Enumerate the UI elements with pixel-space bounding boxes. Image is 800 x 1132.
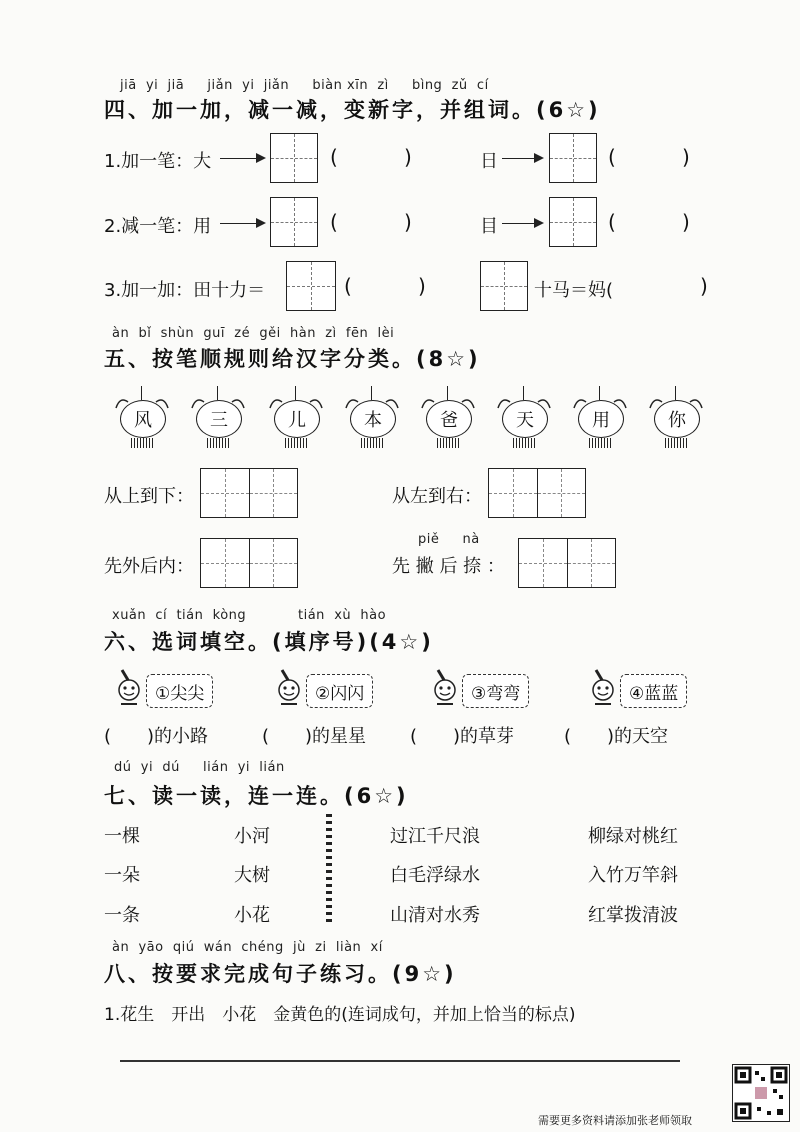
s4-paren-open: (: [608, 210, 616, 234]
answer-box[interactable]: [270, 133, 318, 183]
s7-col4-1: 入竹万竿斜: [588, 865, 678, 886]
lantern-character: 儿: [268, 386, 324, 456]
answer-grid[interactable]: [200, 468, 298, 518]
s4-paren-close: ): [682, 145, 690, 169]
answer-box[interactable]: [270, 197, 318, 247]
footer-note: 需要更多资料请添加张老师领取: [538, 1114, 692, 1127]
s7-col3-2: 山清对水秀: [390, 905, 480, 926]
s4-row1-label: 1.加一笔：大: [104, 151, 212, 172]
lantern-character: 本: [344, 386, 400, 456]
lantern-character: 风: [114, 386, 170, 456]
answer-box[interactable]: [286, 261, 336, 311]
s5-cat3: 先外后内：: [104, 556, 194, 577]
s4-paren-close: ): [682, 210, 690, 234]
dotted-divider: [326, 814, 332, 924]
s4-row1-right: 日: [480, 151, 498, 172]
word-option: ②闪闪: [306, 674, 373, 708]
lantern-character: 用: [572, 386, 628, 456]
arrow-icon: [502, 158, 542, 159]
s4-row3-right: 十马＝妈(: [534, 280, 614, 301]
answer-box[interactable]: [549, 133, 597, 183]
lantern-character: 你: [648, 386, 704, 456]
s5-cat2: 从左到右：: [392, 486, 482, 507]
s4-pinyin: jiā yi jiā jiǎn yi jiǎn biàn xīn zì bìng zǔ cí: [120, 78, 489, 93]
answer-box[interactable]: [549, 197, 597, 247]
word-option: ①尖尖: [146, 674, 213, 708]
lantern-character: 天: [496, 386, 552, 456]
s7-col4-2: 红掌拨清波: [588, 905, 678, 926]
s5-title: 五、按笔顺规则给汉字分类。(8☆): [104, 347, 481, 371]
lantern-character: 爸: [420, 386, 476, 456]
s4-title: 四、加一加，减一减，变新字，并组词。(6☆): [104, 98, 601, 122]
word-option: ④蓝蓝: [620, 674, 687, 708]
s5-cat1: 从上到下：: [104, 486, 194, 507]
answer-grid[interactable]: [518, 538, 616, 588]
s7-col1-0: 一棵: [104, 826, 140, 847]
word-option: ③弯弯: [462, 674, 529, 708]
s6-pinyin-a: xuǎn cí tián kòng: [112, 608, 247, 623]
s6-blank-4: ( )的天空: [564, 726, 669, 747]
s7-col2-0: 小河: [234, 826, 270, 847]
s4-paren-close: ): [404, 145, 412, 169]
s4-row2-label: 2.减一笔：用: [104, 216, 212, 237]
pencil-mascot-icon: [586, 668, 620, 708]
s4-paren-close: ): [404, 210, 412, 234]
pencil-mascot-icon: [428, 668, 462, 708]
s6-title: 六、选词填空。(填序号)(4☆): [104, 630, 434, 654]
s4-paren-open: (: [330, 145, 338, 169]
s6-blank-3: ( )的草芽: [410, 726, 515, 747]
s4-paren-open: (: [330, 210, 338, 234]
s6-blank-2: ( )的星星: [262, 726, 367, 747]
s4-paren-open: (: [608, 145, 616, 169]
s7-col1-1: 一朵: [104, 865, 140, 886]
s7-pinyin: dú yi dú lián yi lián: [114, 760, 285, 775]
arrow-icon: [220, 158, 264, 159]
s7-col2-1: 大树: [234, 865, 270, 886]
s4-paren-open: (: [344, 274, 352, 298]
s5-pinyin: àn bǐ shùn guī zé gěi hàn zì fēn lèi: [112, 326, 395, 341]
answer-box[interactable]: [480, 261, 528, 311]
answer-grid[interactable]: [200, 538, 298, 588]
s4-paren-close: ): [418, 274, 426, 298]
arrow-icon: [220, 223, 264, 224]
s6-pinyin-b: tián xù hào: [298, 608, 387, 623]
s5-cat4: 先 撇 后 捺 ：: [392, 556, 505, 577]
s4-row3-label: 3.加一加：田十力＝: [104, 280, 266, 301]
s8-q1: 1.花生 开出 小花 金黄色的(连词成句，并加上恰当的标点): [104, 1005, 576, 1025]
lantern-character: 三: [190, 386, 246, 456]
pencil-mascot-icon: [112, 668, 146, 708]
s7-col3-1: 白毛浮绿水: [390, 865, 480, 886]
s7-col2-2: 小花: [234, 905, 270, 926]
s4-row2-right: 目: [480, 216, 498, 237]
s7-col3-0: 过江千尺浪: [390, 826, 480, 847]
qr-code-icon: [732, 1064, 790, 1122]
answer-line: [120, 1060, 680, 1062]
answer-grid[interactable]: [488, 468, 586, 518]
s7-col1-2: 一条: [104, 905, 140, 926]
s7-col4-0: 柳绿对桃红: [588, 826, 678, 847]
s5-cat4-pinyin: piě nà: [418, 532, 480, 547]
pencil-mascot-icon: [272, 668, 306, 708]
s6-blank-1: ( )的小路: [104, 726, 209, 747]
s8-pinyin: àn yāo qiú wán chéng jù zi liàn xí: [112, 940, 383, 955]
arrow-icon: [502, 223, 542, 224]
s7-title: 七、读一读，连一连。(6☆): [104, 784, 409, 808]
s8-title: 八、按要求完成句子练习。(9☆): [104, 962, 457, 986]
s4-paren-close: ): [700, 274, 708, 298]
